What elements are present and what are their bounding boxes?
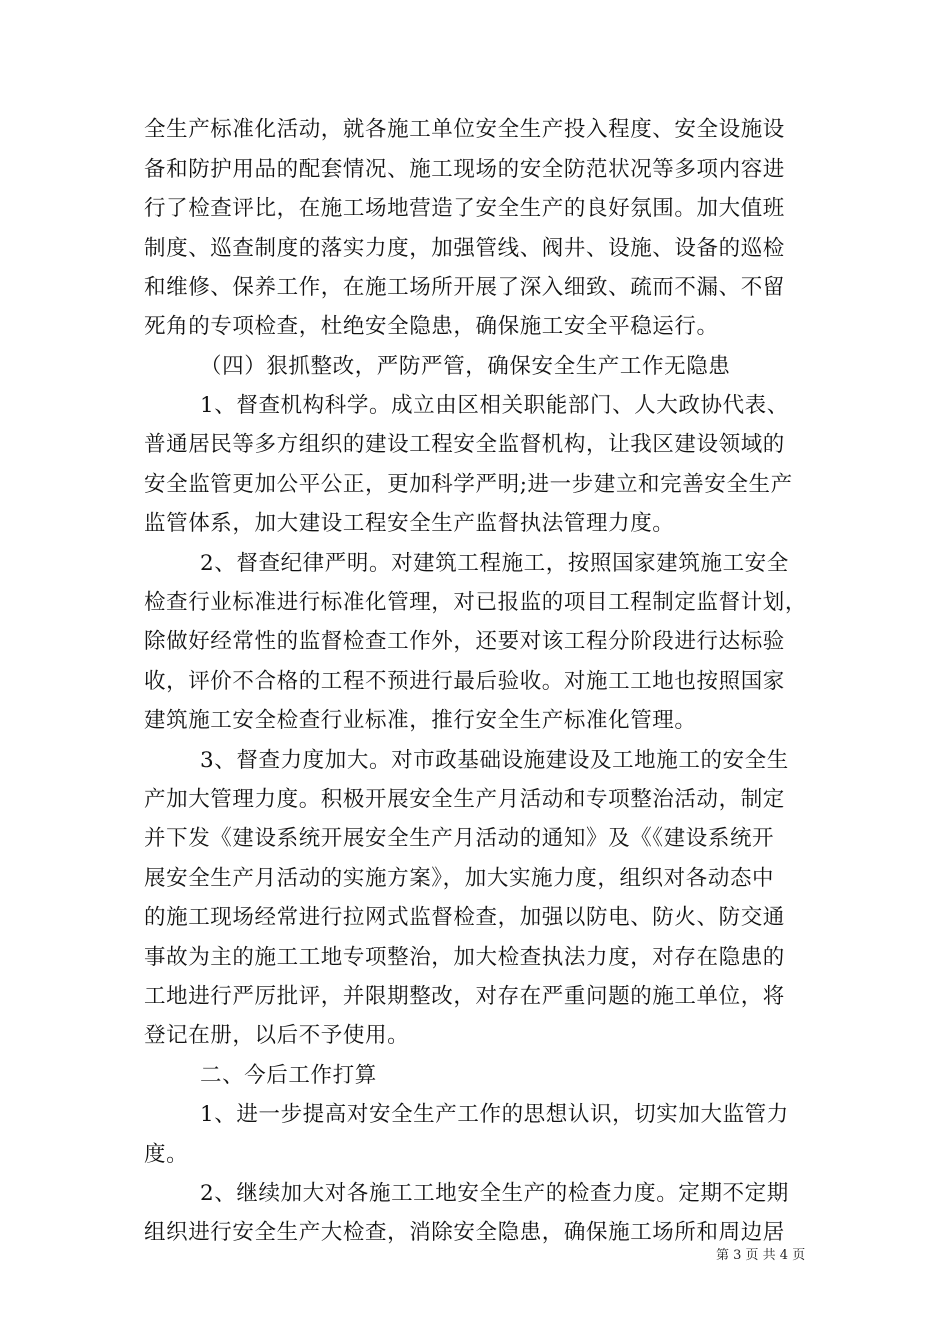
text-line: 建筑施工安全检查行业标准，推行安全生产标准化管理。: [144, 708, 697, 733]
text-line: 1、进一步提高对安全生产工作的思想认识，切实加大监管力: [200, 1102, 789, 1127]
text-line: 收，评价不合格的工程不预进行最后验收。对施工工地也按照国家: [144, 669, 785, 694]
text-line: 事故为主的施工工地专项整治，加大检查执法力度，对存在隐患的: [144, 945, 785, 970]
text-line: 3、督查力度加大。对市政基础设施建设及工地施工的安全生: [200, 748, 789, 773]
text-line: 死角的专项检查，杜绝安全隐患，确保施工安全平稳运行。: [144, 314, 719, 339]
text-line: 全生产标准化活动，就各施工单位安全生产投入程度、安全设施设: [144, 117, 785, 142]
section-heading: 二、今后工作打算: [200, 1063, 377, 1088]
page-number: 第 3 页 共 4 页: [716, 1248, 806, 1263]
text-line: 备和防护用品的配套情况、施工现场的安全防范状况等多项内容进: [144, 157, 785, 182]
text-line: 监管体系，加大建设工程安全生产监督执法管理力度。: [144, 511, 675, 536]
text-line: 行了检查评比，在施工场地营造了安全生产的良好氛围。加大值班: [144, 196, 785, 221]
text-line: 度。: [144, 1142, 189, 1167]
text-line: 检查行业标准进行标准化管理，对已报监的项目工程制定监督计划，: [144, 590, 808, 615]
text-line: 2、继续加大对各施工工地安全生产的检查力度。定期不定期: [200, 1181, 789, 1206]
text-line: 展安全生产月活动的实施方案》，加大实施力度，组织对各动态中: [144, 866, 775, 891]
text-line: 制度、巡查制度的落实力度，加强管线、阀井、设施、设备的巡检: [144, 236, 785, 261]
text-line: 的施工现场经常进行拉网式监督检查，加强以防电、防火、防交通: [144, 905, 785, 930]
text-line: 登记在册，以后不予使用。: [144, 1023, 410, 1048]
text-line: 产加大管理力度。积极开展安全生产月活动和专项整治活动，制定: [144, 787, 785, 812]
text-line: 组织进行安全生产大检查，消除安全隐患，确保施工场所和周边居: [144, 1220, 785, 1245]
section-heading: （四）狠抓整改，严防严管，确保安全生产工作无隐患: [200, 354, 731, 379]
text-line: 并下发《建设系统开展安全生产月活动的通知》及《《建设系统开: [144, 826, 775, 851]
text-line: 1、督查机构科学。成立由区相关职能部门、人大政协代表、: [200, 393, 789, 418]
text-line: 除做好经常性的监督检查工作外，还要对该工程分阶段进行达标验: [144, 629, 785, 654]
text-line: 和维修、保养工作，在施工场所开展了深入细致、疏而不漏、不留: [144, 275, 785, 300]
text-line: 工地进行严厉批评，并限期整改，对存在严重问题的施工单位，将: [144, 984, 785, 1009]
text-line: 安全监管更加公平公正，更加科学严明;进一步建立和完善安全生产: [144, 472, 793, 497]
text-line: 普通居民等多方组织的建设工程安全监督机构，让我区建设领域的: [144, 432, 785, 457]
text-line: 2、督查纪律严明。对建筑工程施工，按照国家建筑施工安全: [200, 551, 789, 576]
